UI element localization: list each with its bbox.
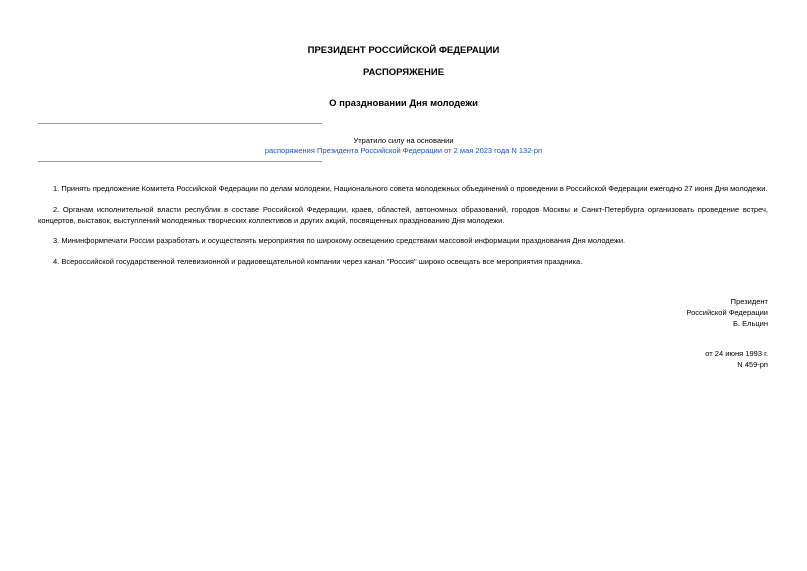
paragraph-2: 2. Органам исполнительной власти республик в составе Российской Федерации, краев, областей, автономных образований, городов Москвы и Санкт-Петербурга организовать проведение встреч, концертов, выставок, выступлений молодежных творческих коллективов и других акций, посвященных празднованию Дня молодежи. (38, 205, 768, 225)
divider-top (38, 123, 322, 124)
repeal-link[interactable]: распоряжения Президента Российской Федерации от 2 мая 2023 года N 132-рп (264, 146, 543, 155)
document-title: ПРЕЗИДЕНТ РОССИЙСКОЙ ФЕДЕРАЦИИ (307, 45, 500, 56)
document-date: от 24 июня 1993 г. (705, 349, 768, 358)
divider-bottom (38, 161, 322, 162)
document-subject: О праздновании Дня молодежи (329, 98, 478, 109)
signatory-country: Российской Федерации (686, 308, 768, 317)
document-number: N 459-рп (737, 360, 768, 369)
signatory-title: Президент (730, 297, 768, 306)
repeal-note: Утратило силу на основании (353, 136, 454, 145)
paragraph-1: 1. Принять предложение Комитета Российской Федерации по делам молодежи, Национального совета молодежных объединений о проведении в Российской Федерации ежегодно 27 июня Дня молодежи. (53, 184, 768, 193)
signatory-name: Б. Ельцин (732, 319, 768, 328)
document-type: РАСПОРЯЖЕНИЕ (362, 67, 445, 78)
paragraph-4: 4. Всероссийской государственной телевизионной и радиовещательной компании через канал "Россия" широко освещать все мероприятия праздника. (53, 257, 583, 266)
paragraph-3: 3. Мининформпечати России разработать и осуществлять мероприятия по широкому освещению средствами массовой информации празднования Дня молодежи. (53, 236, 626, 245)
